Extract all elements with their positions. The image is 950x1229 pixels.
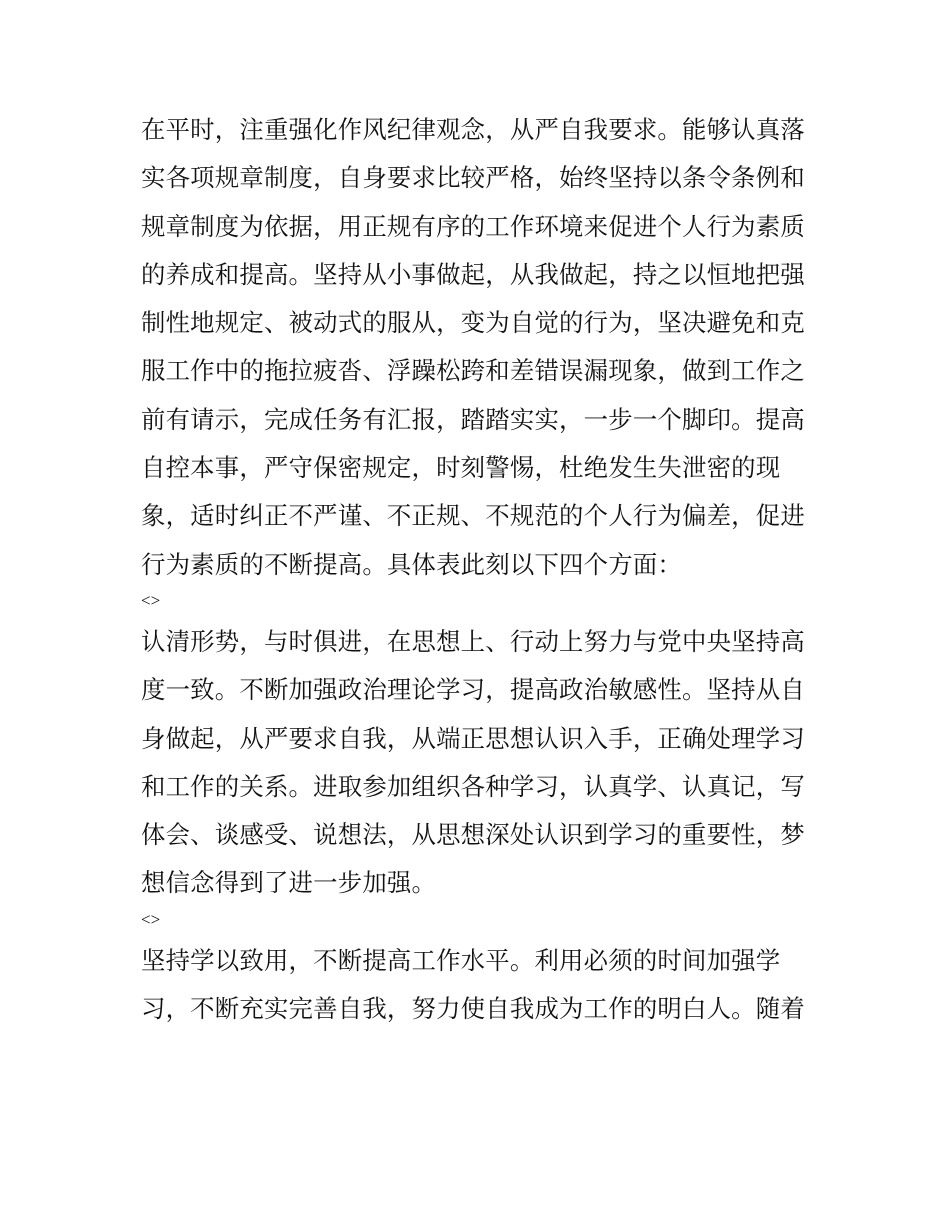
paragraph-line: 自控本事，严守保密规定，时刻警惕，杜绝发生失泄密的现	[141, 453, 781, 483]
paragraph-line: 习，不断充实完善自我，努力使自我成为工作的明白人。随着	[141, 994, 805, 1024]
paragraph-political-study	[141, 618, 816, 908]
paragraph-line: 的养成和提高。坚持从小事做起，从我做起，持之以恒地把强	[141, 259, 805, 289]
paragraph-line: 身做起，从严要求自我，从端正思想认识入手，正确处理学习	[141, 723, 805, 753]
paragraph-work-discipline	[141, 106, 816, 589]
paragraph-line: 象，适时纠正不严谨、不正规、不规范的个人行为偏差，促进	[141, 501, 805, 531]
paragraph-line: 行为素质的不断提高。具体表此刻以下四个方面：	[141, 549, 682, 579]
document-body	[141, 106, 816, 1033]
paragraph-line: 服工作中的拖拉疲沓、浮躁松跨和差错误漏现象，做到工作之	[141, 356, 805, 386]
paragraph-line: 规章制度为依据，用正规有序的工作环境来促进个人行为素质	[141, 211, 805, 241]
paragraph-work-skills	[141, 937, 816, 1034]
paragraph-line: 想信念得到了进一步加强。	[141, 868, 437, 898]
section-marker: <>	[141, 909, 161, 929]
paragraph-line: 坚持学以致用，不断提高工作水平。利用必须的时间加强学	[141, 945, 781, 975]
paragraph-line: 在平时，注重强化作风纪律观念，从严自我要求。能够认真落	[141, 115, 805, 144]
paragraph-line: 前有请示，完成任务有汇报，踏踏实实，一步一个脚印。提高	[141, 404, 805, 434]
paragraph-line: 体会、谈感受、说想法，从思想深处认识到学习的重要性，梦	[141, 820, 805, 850]
section-marker: <>	[141, 590, 161, 610]
paragraph-line: 制性地规定、被动式的服从，变为自觉的行为，坚决避免和克	[141, 308, 805, 338]
paragraph-line: 实各项规章制度，自身要求比较严格，始终坚持以条令条例和	[141, 163, 805, 193]
paragraph-line: 和工作的关系。进取参加组织各种学习，认真学、认真记，写	[141, 771, 805, 801]
paragraph-line: 度一致。不断加强政治理论学习，提高政治敏感性。坚持从自	[141, 675, 805, 705]
paragraph-line: 认清形势，与时俱进，在思想上、行动上努力与党中央坚持高	[141, 626, 805, 656]
